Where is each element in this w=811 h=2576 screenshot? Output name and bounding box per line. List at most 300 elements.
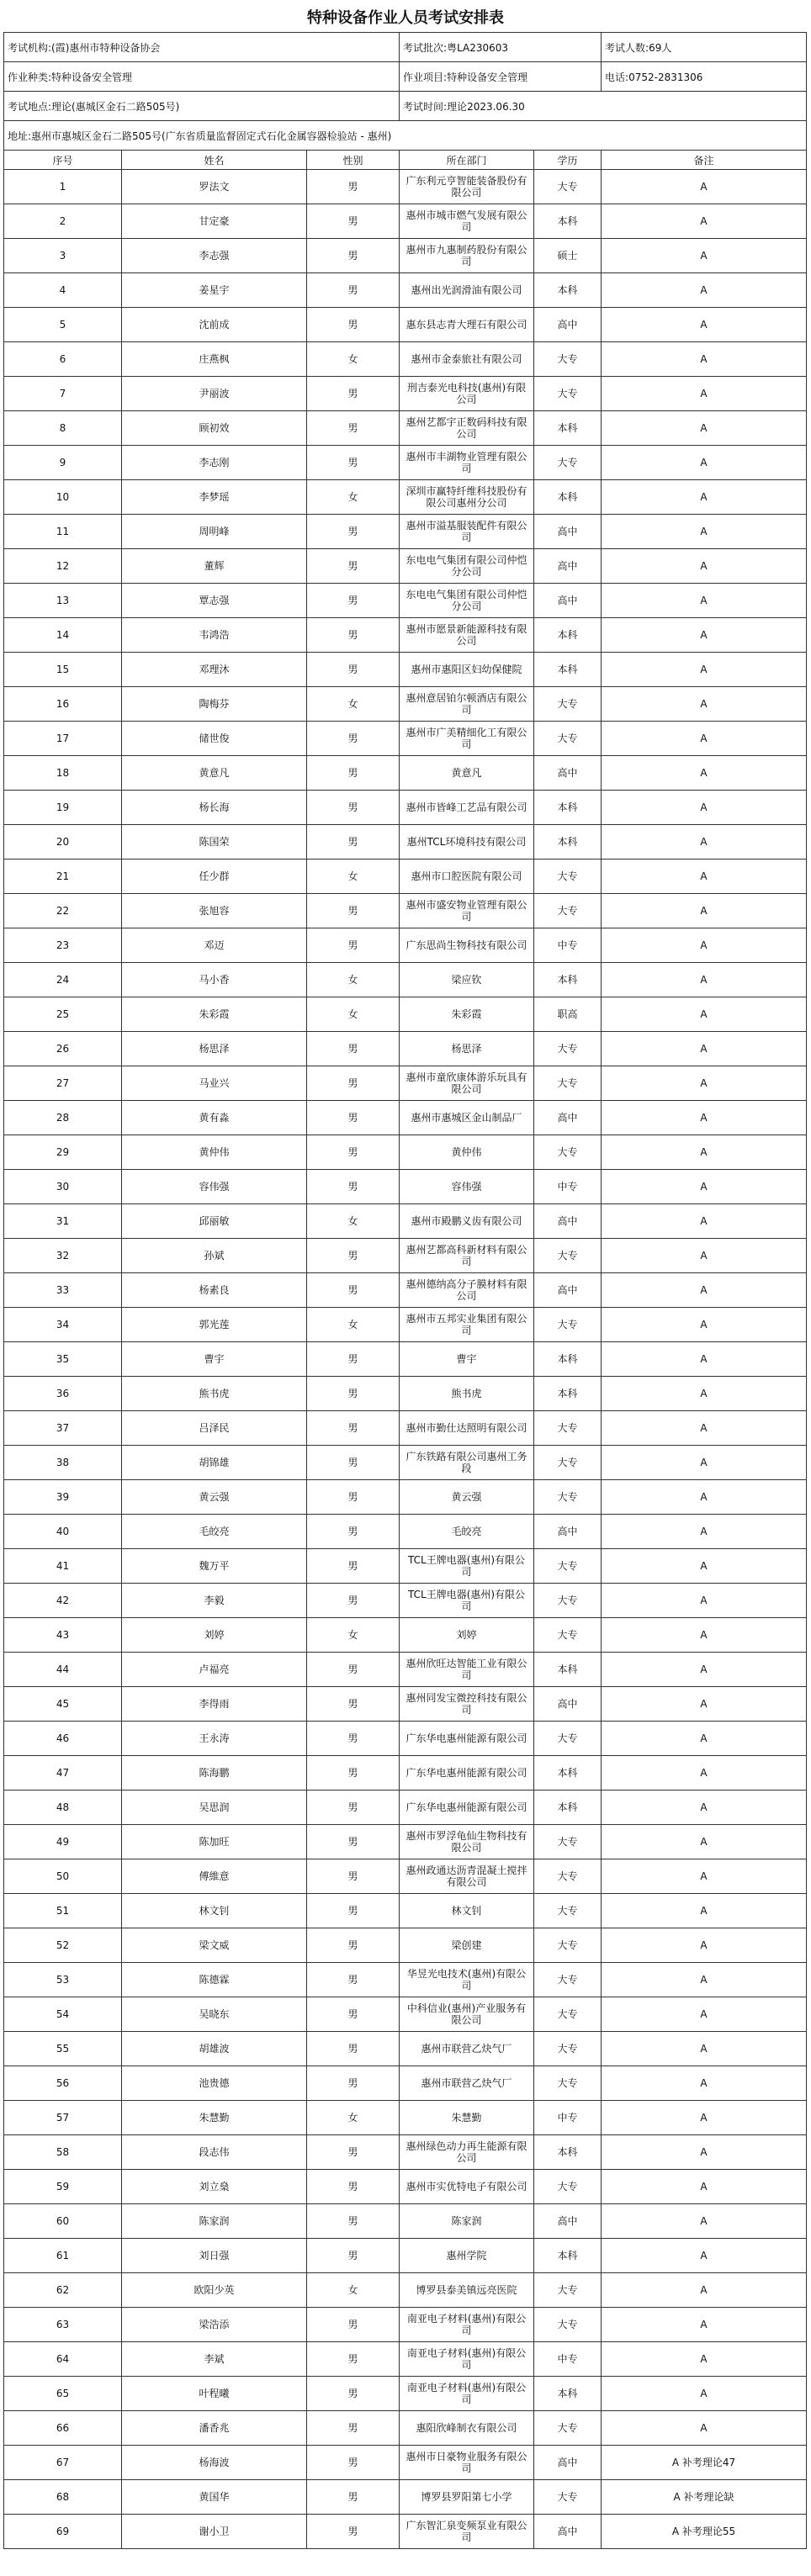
row-gender: 男 (307, 1446, 400, 1480)
row-education: 本科 (534, 480, 602, 515)
row-gender: 男 (307, 1377, 400, 1411)
row-note: A (602, 1549, 807, 1584)
exam-place: 考试地点:理论(惠城区金石二路505号) (4, 92, 400, 121)
row-name: 杨思泽 (122, 1032, 307, 1066)
row-index: 22 (4, 894, 122, 928)
row-note: A (602, 1066, 807, 1101)
row-education: 本科 (534, 2135, 602, 2170)
work-project: 作业项目:特种设备安全管理 (400, 62, 602, 92)
table-row (4, 1756, 807, 1791)
row-index: 17 (4, 722, 122, 756)
row-dept: 陈家润 (400, 2204, 534, 2239)
row-index: 24 (4, 963, 122, 997)
row-index: 16 (4, 687, 122, 722)
row-note: A (602, 584, 807, 618)
row-education: 高中 (534, 1273, 602, 1308)
row-note: A (602, 722, 807, 756)
row-index: 43 (4, 1618, 122, 1653)
table-row (4, 1032, 807, 1066)
row-education: 大专 (534, 2032, 602, 2066)
row-index: 23 (4, 928, 122, 963)
exam-time: 考试时间:理论2023.06.30 (400, 92, 807, 121)
row-note: A (602, 377, 807, 411)
row-dept: 毛皎亮 (400, 1515, 534, 1549)
row-dept: 惠州德纳高分子膜材料有限公司 (400, 1273, 534, 1308)
row-dept: 惠东县志青大理石有限公司 (400, 308, 534, 342)
row-education: 大专 (534, 1480, 602, 1515)
row-gender: 男 (307, 653, 400, 687)
row-index: 27 (4, 1066, 122, 1101)
row-education: 大专 (534, 2066, 602, 2101)
row-note: A (602, 1135, 807, 1170)
row-name: 邓理沐 (122, 653, 307, 687)
row-gender: 男 (307, 2135, 400, 2170)
exam-batch: 考试批次:粤LA230603 (400, 33, 602, 62)
row-index: 10 (4, 480, 122, 515)
row-dept: 熊书虎 (400, 1377, 534, 1411)
row-index: 12 (4, 549, 122, 584)
row-note: A (602, 2101, 807, 2135)
row-name: 陈德霖 (122, 1963, 307, 1997)
table-row (4, 2135, 807, 2170)
row-education: 中专 (534, 928, 602, 963)
row-gender: 男 (307, 2446, 400, 2480)
table-row (4, 2066, 807, 2101)
row-index: 39 (4, 1480, 122, 1515)
row-gender: 男 (307, 2411, 400, 2446)
row-gender: 女 (307, 2273, 400, 2308)
table-row (4, 2515, 807, 2549)
row-note: A (602, 1342, 807, 1377)
table-row (4, 1204, 807, 1239)
row-education: 大专 (534, 1859, 602, 1894)
row-note: A (602, 963, 807, 997)
row-note: A (602, 1273, 807, 1308)
row-name: 黄仲伟 (122, 1135, 307, 1170)
row-gender: 男 (307, 825, 400, 860)
row-dept: 惠州市愿景新能源科技有限公司 (400, 618, 534, 653)
row-dept: 黄仲伟 (400, 1135, 534, 1170)
table-row (4, 2273, 807, 2308)
row-note: A (602, 1618, 807, 1653)
row-name: 陈加旺 (122, 1825, 307, 1859)
row-index: 59 (4, 2170, 122, 2204)
row-education: 本科 (534, 1791, 602, 1825)
row-education: 高中 (534, 515, 602, 549)
row-gender: 男 (307, 1101, 400, 1135)
row-gender: 女 (307, 687, 400, 722)
row-gender: 女 (307, 342, 400, 377)
table-row (4, 2377, 807, 2411)
row-index: 9 (4, 446, 122, 480)
row-dept: 林文钊 (400, 1894, 534, 1928)
row-education: 大专 (534, 860, 602, 894)
row-gender: 男 (307, 2239, 400, 2273)
row-note: A (602, 1480, 807, 1515)
row-dept: 广东华电惠州能源有限公司 (400, 1791, 534, 1825)
row-education: 高中 (534, 1101, 602, 1135)
row-note: A (602, 1170, 807, 1204)
row-index: 61 (4, 2239, 122, 2273)
row-name: 朱彩霞 (122, 997, 307, 1032)
row-note: A (602, 860, 807, 894)
row-index: 21 (4, 860, 122, 894)
row-education: 大专 (534, 377, 602, 411)
table-row (4, 549, 807, 584)
row-index: 58 (4, 2135, 122, 2170)
row-name: 段志伟 (122, 2135, 307, 2170)
row-index: 28 (4, 1101, 122, 1135)
table-row (4, 1446, 807, 1480)
row-name: 尹丽波 (122, 377, 307, 411)
row-gender: 男 (307, 1411, 400, 1446)
row-education: 高中 (534, 549, 602, 584)
info-row-2 (4, 62, 807, 92)
row-gender: 女 (307, 997, 400, 1032)
row-note: A (602, 1928, 807, 1963)
row-name: 李斌 (122, 2342, 307, 2377)
row-index: 40 (4, 1515, 122, 1549)
row-index: 13 (4, 584, 122, 618)
row-note: A (602, 2411, 807, 2446)
row-index: 50 (4, 1859, 122, 1894)
row-index: 41 (4, 1549, 122, 1584)
table-row (4, 239, 807, 273)
row-note: A (602, 2377, 807, 2411)
row-gender: 女 (307, 1204, 400, 1239)
row-note: A (602, 2239, 807, 2273)
row-note: A (602, 239, 807, 273)
row-gender: 男 (307, 2377, 400, 2411)
row-note: A (602, 825, 807, 860)
row-dept: 惠州政通达沥青混凝土搅拌有限公司 (400, 1859, 534, 1894)
row-dept: 广东铁路有限公司惠州工务段 (400, 1446, 534, 1480)
row-education: 大专 (534, 2170, 602, 2204)
work-type: 作业种类:特种设备安全管理 (4, 62, 400, 92)
table-row (4, 1101, 807, 1135)
row-education: 本科 (534, 1756, 602, 1791)
row-education: 大专 (534, 2480, 602, 2515)
row-education: 大专 (534, 342, 602, 377)
row-gender: 男 (307, 1791, 400, 1825)
row-name: 吴思润 (122, 1791, 307, 1825)
row-index: 57 (4, 2101, 122, 2135)
row-name: 顾初效 (122, 411, 307, 446)
row-name: 邓迈 (122, 928, 307, 963)
header-gender: 性别 (307, 151, 400, 170)
row-education: 大专 (534, 1894, 602, 1928)
row-education: 大专 (534, 1549, 602, 1584)
row-education: 大专 (534, 2273, 602, 2308)
row-education: 大专 (534, 1411, 602, 1446)
row-education: 中专 (534, 1170, 602, 1204)
header-name: 姓名 (122, 151, 307, 170)
row-index: 63 (4, 2308, 122, 2342)
row-index: 44 (4, 1653, 122, 1687)
row-dept: 惠州市盛安物业管理有限公司 (400, 894, 534, 928)
table-row (4, 2032, 807, 2066)
row-gender: 男 (307, 722, 400, 756)
row-name: 罗法文 (122, 170, 307, 204)
table-row (4, 928, 807, 963)
row-education: 高中 (534, 584, 602, 618)
row-dept: 广东华电惠州能源有限公司 (400, 1756, 534, 1791)
row-dept: 朱慧勤 (400, 2101, 534, 2135)
row-name: 刘日强 (122, 2239, 307, 2273)
row-name: 杨海波 (122, 2446, 307, 2480)
row-gender: 女 (307, 1308, 400, 1342)
row-education: 高中 (534, 2204, 602, 2239)
row-dept: 惠州TCL环境科技有限公司 (400, 825, 534, 860)
row-education: 本科 (534, 411, 602, 446)
table-row (4, 584, 807, 618)
table-row (4, 170, 807, 204)
row-note: A (602, 1411, 807, 1446)
row-note: A (602, 1825, 807, 1859)
row-education: 硕士 (534, 239, 602, 273)
table-row (4, 480, 807, 515)
table-row (4, 377, 807, 411)
row-name: 王永涛 (122, 1722, 307, 1756)
table-row (4, 411, 807, 446)
row-name: 陶梅芬 (122, 687, 307, 722)
table-row (4, 1239, 807, 1273)
table-header (4, 151, 807, 170)
row-gender: 男 (307, 618, 400, 653)
row-index: 5 (4, 308, 122, 342)
row-name: 杨长海 (122, 791, 307, 825)
row-note: A (602, 1859, 807, 1894)
row-dept: 深圳市赢特纤维科技股份有限公司惠州分公司 (400, 480, 534, 515)
row-dept: 中科信业(惠州)产业服务有限公司 (400, 1997, 534, 2032)
row-index: 53 (4, 1963, 122, 1997)
row-index: 69 (4, 2515, 122, 2549)
table-row (4, 1859, 807, 1894)
row-note: A (602, 1687, 807, 1722)
row-index: 60 (4, 2204, 122, 2239)
row-gender: 男 (307, 273, 400, 308)
row-gender: 男 (307, 2342, 400, 2377)
row-index: 33 (4, 1273, 122, 1308)
table-row (4, 2204, 807, 2239)
row-index: 2 (4, 204, 122, 239)
row-education: 高中 (534, 2446, 602, 2480)
row-education: 大专 (534, 1963, 602, 1997)
header-index: 序号 (4, 151, 122, 170)
row-index: 49 (4, 1825, 122, 1859)
row-gender: 男 (307, 1963, 400, 1997)
row-gender: 男 (307, 791, 400, 825)
row-note: A 补考理论缺 (602, 2480, 807, 2515)
row-name: 梁浩添 (122, 2308, 307, 2342)
row-dept: 惠州出光润滑油有限公司 (400, 273, 534, 308)
row-note: A (602, 2170, 807, 2204)
table-row (4, 308, 807, 342)
row-gender: 男 (307, 377, 400, 411)
row-index: 26 (4, 1032, 122, 1066)
row-gender: 男 (307, 1480, 400, 1515)
row-name: 朱慧勤 (122, 2101, 307, 2135)
row-dept: 惠州市丰湖物业管理有限公司 (400, 446, 534, 480)
row-education: 本科 (534, 204, 602, 239)
row-name: 池贵德 (122, 2066, 307, 2101)
row-education: 本科 (534, 2239, 602, 2273)
row-gender: 男 (307, 1756, 400, 1791)
row-name: 杨素良 (122, 1273, 307, 1308)
address: 地址:惠州市惠城区金石二路505号(广东省质量监督固定式石化金属容器检验站 - 惠州) (4, 121, 807, 151)
row-name: 邱丽敏 (122, 1204, 307, 1239)
row-index: 47 (4, 1756, 122, 1791)
row-index: 32 (4, 1239, 122, 1273)
row-gender: 男 (307, 308, 400, 342)
row-gender: 男 (307, 1825, 400, 1859)
row-index: 45 (4, 1687, 122, 1722)
row-education: 大专 (534, 2308, 602, 2342)
header-note: 备注 (602, 151, 807, 170)
row-education: 本科 (534, 1653, 602, 1687)
table-row (4, 2239, 807, 2273)
row-education: 大专 (534, 1066, 602, 1101)
row-dept: 容伟强 (400, 1170, 534, 1204)
row-note: A (602, 1446, 807, 1480)
row-note: A (602, 342, 807, 377)
row-note: A (602, 1997, 807, 2032)
row-education: 大专 (534, 1928, 602, 1963)
row-education: 高中 (534, 2515, 602, 2549)
header-education: 学历 (534, 151, 602, 170)
row-education: 大专 (534, 722, 602, 756)
row-note: A (602, 2135, 807, 2170)
row-dept: 朱彩霞 (400, 997, 534, 1032)
row-name: 储世俊 (122, 722, 307, 756)
row-name: 刘立燊 (122, 2170, 307, 2204)
row-note: A (602, 2204, 807, 2239)
table-row (4, 722, 807, 756)
row-note: A (602, 1032, 807, 1066)
row-note: A 补考理论47 (602, 2446, 807, 2480)
row-dept: 惠州市金泰旅社有限公司 (400, 342, 534, 377)
row-dept: 刘婷 (400, 1618, 534, 1653)
row-name: 韦鸿浩 (122, 618, 307, 653)
phone: 电话:0752-2831306 (602, 62, 807, 92)
row-dept: 华昱光电技术(惠州)有限公司 (400, 1963, 534, 1997)
row-dept: 惠州市殿鹏义齿有限公司 (400, 1204, 534, 1239)
row-note: A (602, 2273, 807, 2308)
row-index: 11 (4, 515, 122, 549)
row-dept: 惠州学院 (400, 2239, 534, 2273)
row-index: 18 (4, 756, 122, 791)
row-index: 67 (4, 2446, 122, 2480)
row-index: 37 (4, 1411, 122, 1446)
row-name: 林文钊 (122, 1894, 307, 1928)
table-row (4, 963, 807, 997)
row-gender: 男 (307, 2032, 400, 2066)
row-education: 大专 (534, 687, 602, 722)
table-row (4, 1170, 807, 1204)
row-index: 62 (4, 2273, 122, 2308)
row-dept: TCL王牌电器(惠州)有限公司 (400, 1584, 534, 1618)
table-row (4, 1515, 807, 1549)
row-name: 梁文威 (122, 1928, 307, 1963)
table-row (4, 997, 807, 1032)
row-gender: 女 (307, 2101, 400, 2135)
row-gender: 男 (307, 1342, 400, 1377)
row-note: A (602, 1722, 807, 1756)
row-dept: 东电电气集团有限公司仲恺分公司 (400, 549, 534, 584)
row-dept: 梁创建 (400, 1928, 534, 1963)
table-row (4, 1722, 807, 1756)
row-index: 30 (4, 1170, 122, 1204)
row-note: A (602, 1791, 807, 1825)
row-education: 大专 (534, 1308, 602, 1342)
table-row (4, 1894, 807, 1928)
page-title: 特种设备作业人员考试安排表 (307, 9, 504, 27)
row-note: A (602, 515, 807, 549)
row-dept: 惠州市九惠制药股份有限公司 (400, 239, 534, 273)
row-gender: 男 (307, 756, 400, 791)
row-note: A (602, 928, 807, 963)
table-row (4, 653, 807, 687)
row-note: A (602, 1239, 807, 1273)
row-dept: 南亚电子材料(惠州)有限公司 (400, 2308, 534, 2342)
row-note: A (602, 1101, 807, 1135)
table-row (4, 1584, 807, 1618)
row-education: 高中 (534, 1687, 602, 1722)
row-index: 20 (4, 825, 122, 860)
row-education: 中专 (534, 2342, 602, 2377)
row-education: 本科 (534, 2377, 602, 2411)
row-note: A (602, 2066, 807, 2101)
row-dept: 惠州绿色动力再生能源有限公司 (400, 2135, 534, 2170)
row-index: 19 (4, 791, 122, 825)
row-education: 大专 (534, 1239, 602, 1273)
row-index: 42 (4, 1584, 122, 1618)
row-name: 庄燕枫 (122, 342, 307, 377)
table-row (4, 1308, 807, 1342)
row-gender: 男 (307, 515, 400, 549)
row-note: A (602, 894, 807, 928)
row-index: 8 (4, 411, 122, 446)
row-name: 覃志强 (122, 584, 307, 618)
row-note: A (602, 480, 807, 515)
row-gender: 男 (307, 1273, 400, 1308)
row-name: 毛皎亮 (122, 1515, 307, 1549)
row-name: 马小香 (122, 963, 307, 997)
row-name: 吕泽民 (122, 1411, 307, 1446)
row-index: 36 (4, 1377, 122, 1411)
row-note: A (602, 411, 807, 446)
row-education: 本科 (534, 1377, 602, 1411)
row-education: 大专 (534, 894, 602, 928)
table-row (4, 1377, 807, 1411)
row-index: 65 (4, 2377, 122, 2411)
row-dept: 惠州市溢基服装配件有限公司 (400, 515, 534, 549)
table-row (4, 1791, 807, 1825)
row-dept: 南亚电子材料(惠州)有限公司 (400, 2342, 534, 2377)
row-gender: 女 (307, 860, 400, 894)
row-index: 31 (4, 1204, 122, 1239)
row-name: 孙斌 (122, 1239, 307, 1273)
table-row (4, 860, 807, 894)
row-education: 本科 (534, 963, 602, 997)
table-row (4, 273, 807, 308)
table-row (4, 894, 807, 928)
row-gender: 男 (307, 1859, 400, 1894)
row-name: 姜星宇 (122, 273, 307, 308)
row-index: 6 (4, 342, 122, 377)
table-row (4, 1825, 807, 1859)
row-note: A (602, 308, 807, 342)
